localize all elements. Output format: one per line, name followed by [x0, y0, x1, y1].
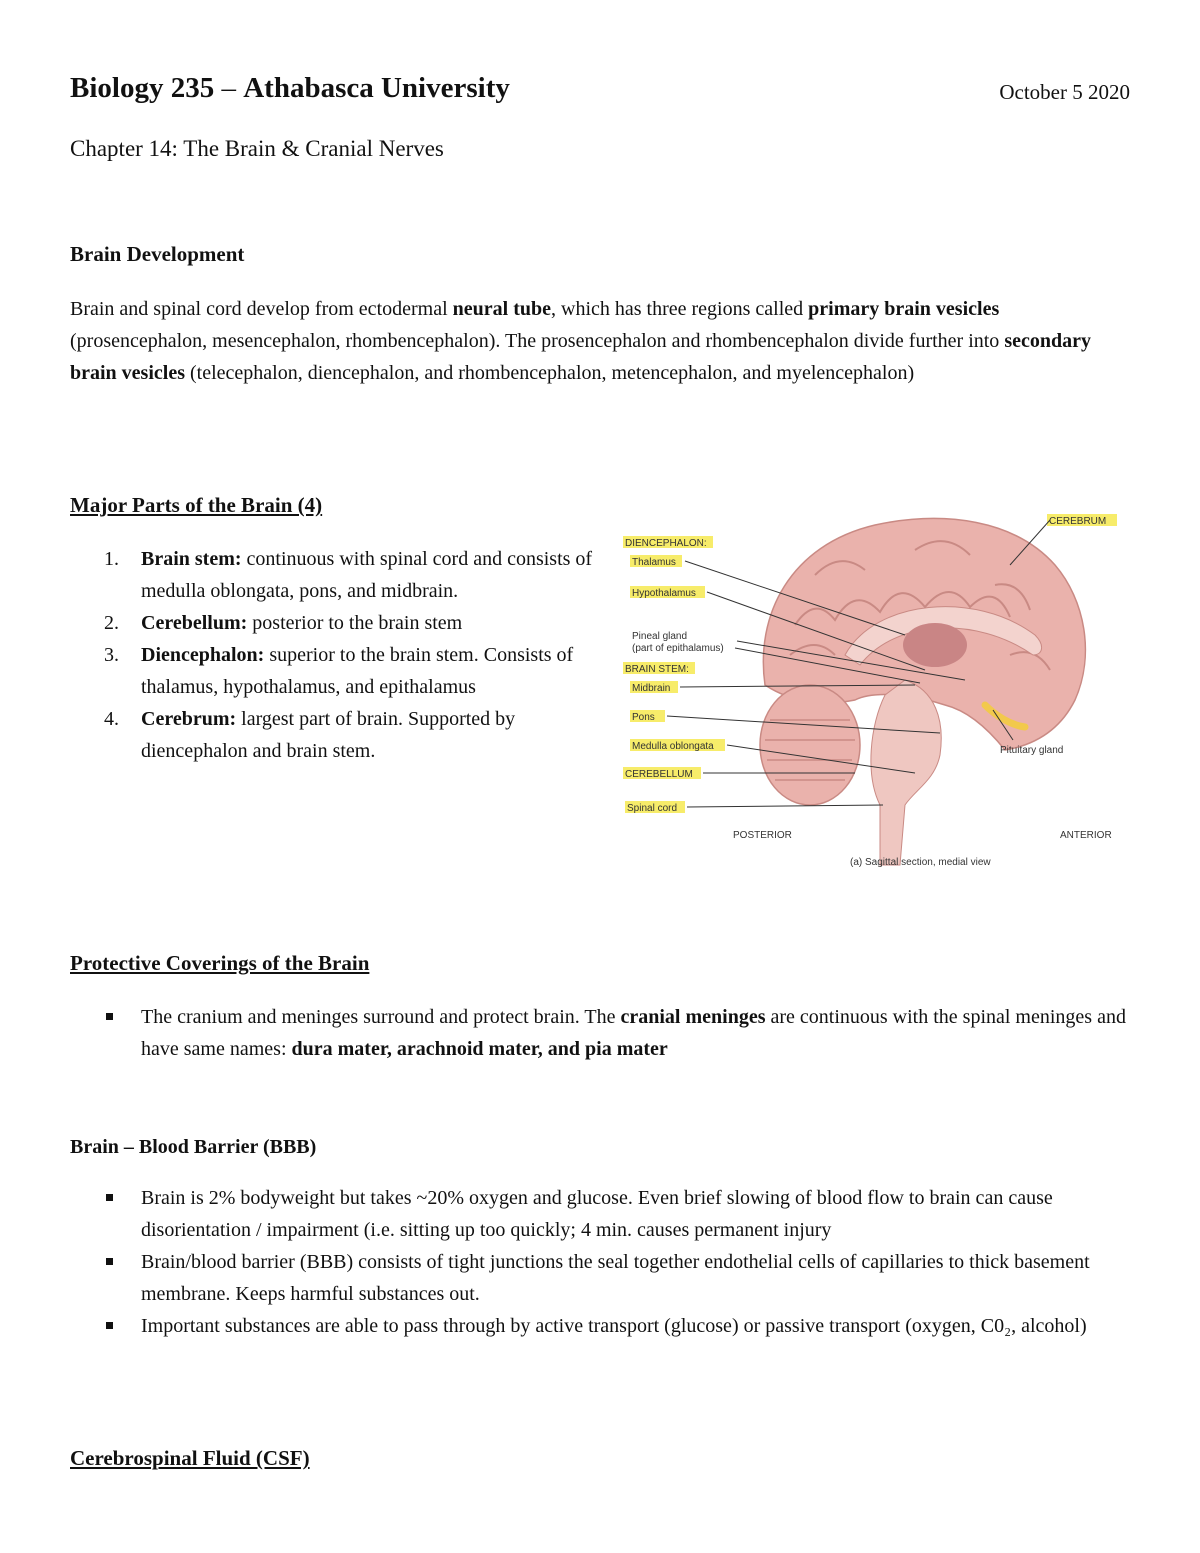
bold-run: dura mater, arachnoid mater, and pia mater [291, 1038, 668, 1060]
bold-run: secondary brain vesicles [70, 330, 1091, 384]
list-item [104, 639, 594, 703]
cerebellum-shape [760, 685, 860, 805]
bold-run: cranial meninges [620, 1006, 766, 1028]
list-number: 3. [104, 644, 119, 666]
bbb-heading: Brain – Blood Barrier (BBB) [70, 1136, 317, 1158]
csf-heading: Cerebrospinal Fluid (CSF) [70, 1446, 310, 1470]
list-desc: superior to the brain stem. Consists of thalamus, hypothalamus, and epithalamus [141, 644, 574, 698]
text-run: Brain and spinal cord develop from ectodermal [70, 298, 453, 320]
list-item [104, 1182, 1144, 1246]
list-item [104, 607, 594, 639]
fig-caption: (a) Sagittal section, medial view [850, 857, 991, 868]
fig-label-medulla: Medulla oblongata [632, 741, 714, 752]
fig-label-pineal: Pineal gland [632, 631, 688, 642]
brain-sagittal-figure [615, 505, 1125, 875]
bbb-list [104, 1182, 1144, 1342]
fig-label-thalamus: Thalamus [632, 557, 676, 568]
list-item [104, 1246, 1144, 1310]
fig-label-spinal-cord: Spinal cord [627, 803, 678, 814]
list-text: Brain/blood barrier (BBB) consists of tight junctions the seal together endothelial cells of capillaries to thick basement membrane. Keeps harmful substances out. [141, 1251, 1090, 1305]
title-dash: – [214, 72, 244, 104]
brain-development-paragraph [70, 293, 1135, 389]
list-text: Important substances are able to pass through by active transport (glucose) or passive transport (oxygen, C0₂, alcohol) [141, 1315, 1087, 1337]
fig-label-cerebrum: CEREBRUM [1049, 516, 1107, 527]
list-term: Diencephalon: [141, 644, 265, 666]
list-term: Brain stem: [141, 548, 242, 570]
bold-run: neural tube [452, 298, 551, 320]
list-desc: largest part of brain. Supported by diencephalon and brain stem. [141, 708, 516, 762]
thalamus-shape [903, 623, 967, 667]
chapter-title: Chapter 14: The Brain & Cranial Nerves [70, 136, 444, 161]
list-term: Cerebrum: [141, 708, 237, 730]
list-item [104, 1310, 1144, 1342]
fig-label-midbrain: Midbrain [632, 683, 671, 694]
fig-label-brain-stem: BRAIN STEM: [625, 664, 689, 675]
bullet-square-icon [106, 1258, 113, 1265]
list-item [104, 703, 594, 767]
protective-list [104, 1001, 1144, 1065]
major-parts-heading: Major Parts of the Brain (4) [70, 493, 323, 517]
fig-label-anterior: ANTERIOR [1060, 830, 1112, 841]
bold-run: primary brain vesicles [808, 298, 1000, 320]
fig-label-cerebellum: CEREBELLUM [625, 769, 693, 780]
list-text: Brain is 2% bodyweight but takes ~20% oxygen and glucose. Even brief slowing of blood flow to brain can cause disorientation / impairment (i.e. sitting up too quickly; 4 min. causes permanent injury [141, 1187, 1053, 1241]
list-item [104, 1001, 1144, 1065]
fig-label-diencephalon: DIENCEPHALON: [625, 538, 707, 549]
title-university: Athabasca University [243, 72, 510, 104]
list-desc: posterior to the brain stem [247, 612, 463, 634]
list-number: 1. [104, 548, 119, 570]
list-desc: continuous with spinal cord and consists of medulla oblongata, pons, and midbrain. [141, 548, 593, 602]
bullet-square-icon [106, 1013, 113, 1020]
list-term: Cerebellum: [141, 612, 248, 634]
fig-label-hypothalamus: Hypothalamus [632, 588, 696, 599]
bullet-square-icon [106, 1322, 113, 1329]
fig-label-pineal-sub: (part of epithalamus) [632, 643, 724, 654]
text-run: , which has three regions called [551, 298, 809, 320]
text-run: (telecephalon, diencephalon, and rhombencephalon, metencephalon, and myelencephalon) [185, 362, 915, 384]
bullet-square-icon [106, 1194, 113, 1201]
brain-development-heading: Brain Development [70, 242, 245, 266]
list-number: 4. [104, 708, 119, 730]
text-run: (prosencephalon, mesencephalon, rhombencephalon). The prosencephalon and rhombencephalon divide further into [70, 330, 1005, 352]
protective-heading: Protective Coverings of the Brain [70, 951, 370, 975]
brainstem-shape [871, 680, 941, 865]
document-title [70, 72, 510, 105]
brain-illustration [615, 505, 1125, 875]
list-item [104, 543, 594, 607]
text-run: The cranium and meninges surround and protect brain. The [141, 1006, 621, 1028]
major-parts-list [104, 543, 594, 767]
fig-label-pituitary: Pituitary gland [1000, 745, 1064, 756]
title-course: Biology 235 [70, 72, 215, 104]
text-run: are continuous with the spinal meninges and have same names: [141, 1006, 1126, 1060]
list-number: 2. [104, 612, 119, 634]
document-date: October 5 2020 [999, 80, 1130, 104]
fig-label-pons: Pons [632, 712, 655, 723]
fig-label-posterior: POSTERIOR [733, 830, 792, 841]
